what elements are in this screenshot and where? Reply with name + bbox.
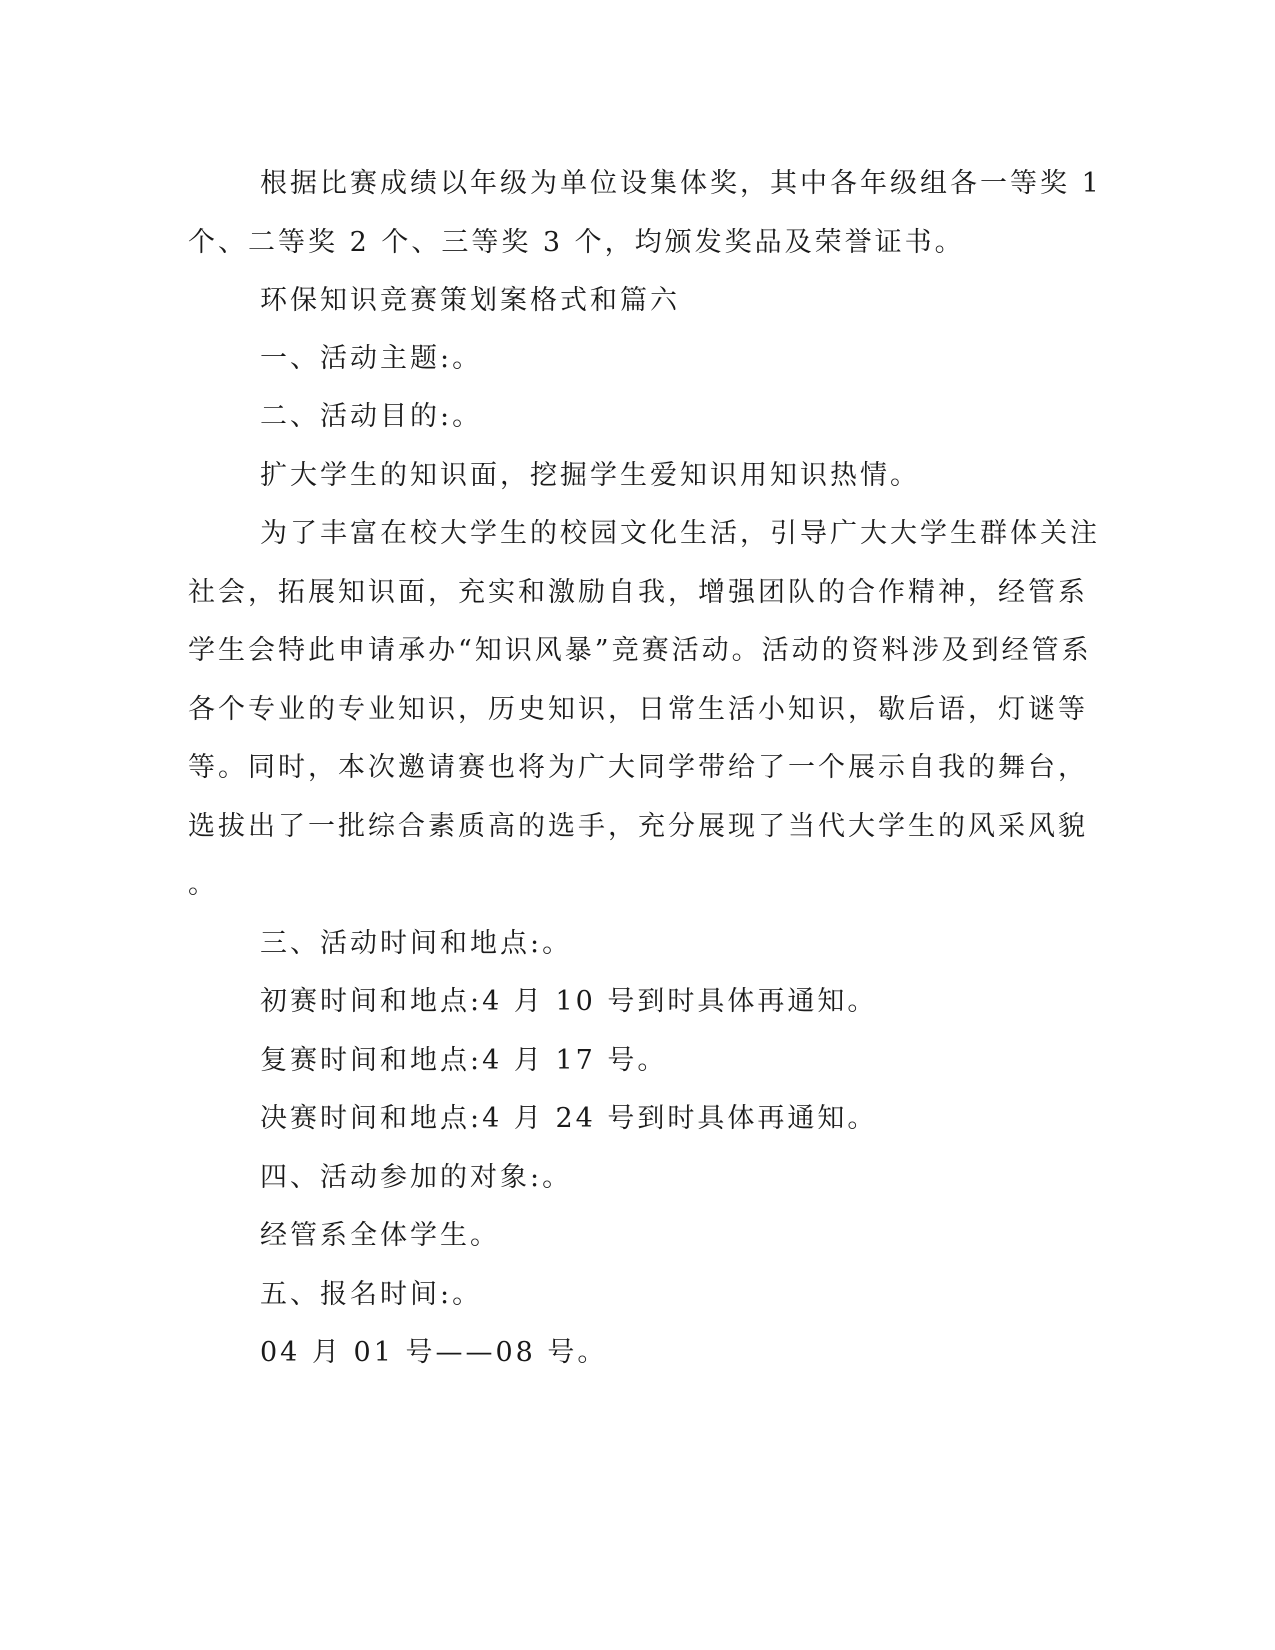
paragraph-line: 选拔出了一批综合素质高的选手，充分展现了当代大学生的风采风貌 [188,811,1088,842]
section-heading: 一、活动主题:。 [260,343,483,374]
paragraph-line: 个、二等奖 2 个、三等奖 3 个，均颁发奖品及荣誉证书。 [188,227,965,258]
section-heading: 二、活动目的:。 [260,401,483,432]
paragraph-line: 决赛时间和地点:4 月 24 号到时具体再通知。 [260,1103,878,1134]
paragraph-line: 等。同时，本次邀请赛也将为广大同学带给了一个展示自我的舞台， [188,752,1088,783]
paragraph-line: 学生会特此申请承办“知识风暴”竞赛活动。活动的资料涉及到经管系 [188,635,1092,666]
paragraph-line: 经管系全体学生。 [260,1220,500,1251]
paragraph-line: 初赛时间和地点:4 月 10 号到时具体再通知。 [260,986,878,1017]
section-heading: 五、报名时间:。 [260,1279,483,1310]
section-heading: 四、活动参加的对象:。 [260,1162,573,1193]
paragraph-line: 04 月 01 号——08 号。 [260,1337,608,1368]
paragraph-line: 扩大学生的知识面，挖掘学生爱知识用知识热情。 [260,460,920,491]
paragraph-line: 为了丰富在校大学生的校园文化生活，引导广大大学生群体关注 [260,518,1100,549]
paragraph-line: 。 [188,869,218,900]
paragraph-line: 各个专业的专业知识，历史知识，日常生活小知识，歇后语，灯谜等 [188,694,1088,725]
section-heading: 三、活动时间和地点:。 [260,928,573,959]
paragraph-line: 社会，拓展知识面，充实和激励自我，增强团队的合作精神，经管系 [188,577,1088,608]
section-title: 环保知识竞赛策划案格式和篇六 [260,285,680,316]
paragraph-line: 根据比赛成绩以年级为单位设集体奖，其中各年级组各一等奖 1 [260,168,1102,199]
paragraph-line: 复赛时间和地点:4 月 17 号。 [260,1045,668,1076]
